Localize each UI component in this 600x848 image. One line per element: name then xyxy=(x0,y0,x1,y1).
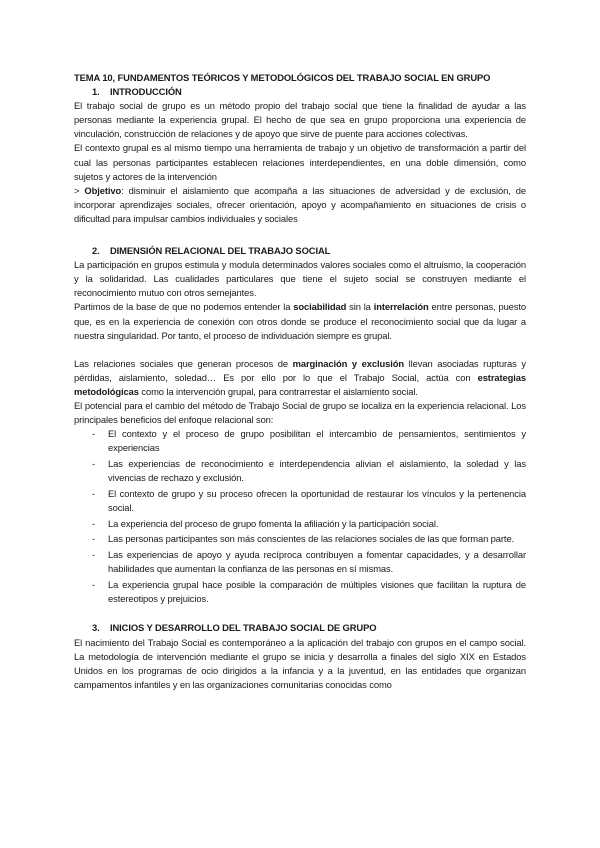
list-item xyxy=(74,532,526,546)
section-2-paragraph-3 xyxy=(74,357,526,399)
dash-bullet: - xyxy=(92,457,96,469)
list-item xyxy=(74,457,526,485)
p2-bold-interrelacion: interrelación xyxy=(373,301,429,313)
section-1-paragraph-1: El trabajo social de grupo es un método propio del trabajo social que tiene la finalidad de ayudar a las personas mediante la experiencia grupal. El hecho de que sea en grupo proporciona una experiencia de vinculación, construcción de relaciones y de apoyo que sirve de puente para acciones colectivas. xyxy=(74,100,526,140)
list-item xyxy=(74,548,526,576)
list-item-text: El contexto de grupo y su proceso ofrecen la oportunidad de restaurar los vínculos y la pertenencia social. xyxy=(108,487,526,513)
dash-bullet: - xyxy=(92,428,96,440)
list-item-text: Las experiencias de reconocimiento e interdependencia alivian el aislamiento, la soledad y las vivencias de rechazo y exclusión. xyxy=(108,457,526,484)
list-item-text: El contexto y el proceso de grupo posibilitan el intercambio de pensamientos, sentimientos y experiencias xyxy=(108,428,526,454)
objetivo-label: Objetivo xyxy=(84,184,122,196)
dash-bullet: - xyxy=(92,487,96,499)
section-1-heading xyxy=(74,85,526,99)
dash-bullet: - xyxy=(92,548,96,560)
dash-bullet: - xyxy=(92,517,96,529)
section-3-title: INICIOS Y DESARROLLO DEL TRABAJO SOCIAL DE GRUPO xyxy=(110,622,377,634)
list-item xyxy=(74,578,526,606)
section-2-paragraph-4: El potencial para el cambio del método de Trabajo Social de grupo se localiza en la experiencia relacional. Los principales beneficios del enfoque relacional son: xyxy=(74,399,526,426)
list-item xyxy=(74,517,526,531)
section-2-paragraph-2 xyxy=(74,300,526,342)
section-2-heading xyxy=(74,244,526,258)
p2-text-c: sin la xyxy=(346,301,374,313)
list-item xyxy=(74,427,526,455)
list-item-text: La experiencia grupal hace posible la comparación de múltiples visiones que facilitan la ruptura de estereotipos y prejuicios. xyxy=(108,578,526,604)
p3-text-a: Las relaciones sociales que generan procesos de xyxy=(74,357,293,369)
section-2-number: 2. xyxy=(92,245,100,257)
p3-text-c: llevan asociadas rupturas y pérdidas, aislamiento, soledad… Es por ello por lo que el Trabajo Social, actúa con xyxy=(74,357,526,383)
document-title: TEMA 10, FUNDAMENTOS TEÓRICOS Y METODOLÓGICOS DEL TRABAJO SOCIAL EN GRUPO xyxy=(74,72,491,83)
section-1-number: 1. xyxy=(92,86,100,98)
p2-bold-sociabilidad: sociabilidad xyxy=(293,301,347,313)
p3-bold-estrategias: estrategias metodológicas xyxy=(74,371,526,397)
section-1-objetivo xyxy=(74,184,526,226)
section-3-paragraph-1: El nacimiento del Trabajo Social es contemporáneo a la aplicación del trabajo con grupos en el campo social. La metodología de intervención mediante el grupo se inicia y desarrolla a finales del siglo XIX en Estados Unidos en los programas de ocio dirigidos a la infancia y a la juventud, en las entidades que organizan campamentos infantiles y en las organizaciones comunitarias conocidas como xyxy=(74,636,526,690)
list-item-text: La experiencia del proceso de grupo fomenta la afiliación y la participación social. xyxy=(108,517,439,529)
p2-text-d: entre personas, puesto que, es en la experiencia de conexión con otros donde se produce el reconocimiento social que da lugar a nuestra singularidad. Por tanto, el proceso de individuación siempre es grupal. xyxy=(74,301,526,341)
list-item-text: Las experiencias de apoyo y ayuda recíproca contribuyen a fomentar capacidades, y a desarrollar habilidades que aumentan la confianza de las personas en sí mismas. xyxy=(108,548,526,574)
list-item-text: Las personas participantes son más conscientes de las relaciones sociales de las que forman parte. xyxy=(108,533,515,545)
p3-text-d: como la intervención grupal, para contrarrestar el aislamiento social. xyxy=(138,385,418,397)
section-3-heading xyxy=(74,621,526,635)
p2-text-a: Partimos de la base de que no podemos entender la xyxy=(74,301,294,313)
section-1-title: INTRODUCCIÓN xyxy=(110,86,182,98)
section-3-number: 3. xyxy=(92,622,100,634)
dash-bullet: - xyxy=(92,578,96,590)
section-2-paragraph-1: La participación en grupos estimula y modula determinados valores sociales como el altruismo, la cooperación y la solidaridad. Las cualidades particulares que tiene el sujeto social se construyen mediante el reconocimiento mutuo con otros semejantes. xyxy=(74,259,526,299)
dash-bullet: - xyxy=(92,533,96,545)
objetivo-text: : disminuir el aislamiento que acompaña a las situaciones de adversidad y de exclusión, de incorporar aprendizajes sociales, ofrecer orientación, apoyo y acompañamiento en situaciones de crisis o dificultad para impulsar cambios individuales y sociales xyxy=(74,184,526,224)
p3-bold-marginacion: marginación y exclusión xyxy=(292,357,405,369)
section-2-title: DIMENSIÓN RELACIONAL DEL TRABAJO SOCIAL xyxy=(110,245,331,257)
list-item xyxy=(74,487,526,515)
objetivo-prefix: > xyxy=(74,184,85,196)
benefits-list xyxy=(74,427,526,606)
section-1-paragraph-2: El contexto grupal es al mismo tiempo una herramienta de trabajo y un objetivo de transformación a partir del cual las personas participantes establecen relaciones interdependientes, en una doble dimensión, como sujetos y actores de la intervención xyxy=(74,142,526,182)
